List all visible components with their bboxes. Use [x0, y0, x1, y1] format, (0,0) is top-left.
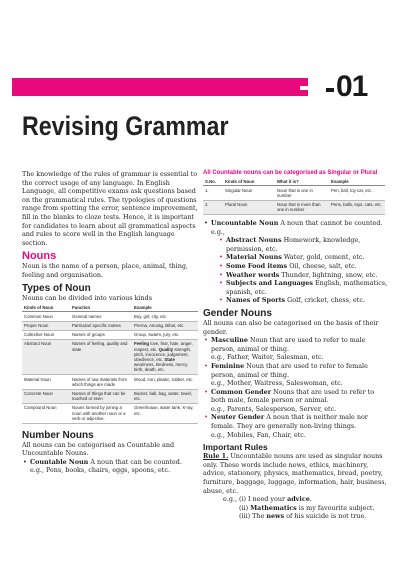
table-cell: Pens, balls, toys, cats, etc.	[329, 200, 385, 214]
gender-example: e.g., Father, Waiter, Salesman, etc.	[211, 353, 324, 362]
table-cell: Wood, iron, plastic, rubber, etc.	[132, 375, 198, 389]
table-cell: Noun that is more than one in number	[275, 200, 329, 214]
gender-text: Noun that are used to refer to female person, animal or thing.	[211, 361, 368, 379]
list-item-text: Oil, cheese, salt, etc.	[287, 261, 357, 270]
table-cell: Material Noun	[22, 375, 70, 389]
list-item-label: Names of Sports	[226, 296, 286, 305]
header-bar-accent	[326, 88, 334, 92]
list-item	[203, 388, 388, 414]
example-bold: news	[266, 512, 285, 521]
types-of-noun-heading: Types of Noun	[22, 282, 91, 294]
list-item-label: Subjects and Languages	[226, 279, 313, 288]
nouns-heading: Nouns	[22, 250, 57, 263]
table-cell: Abstract Noun	[22, 339, 70, 374]
table-cell: Particular/ specific names	[70, 321, 132, 330]
example-text: e.g., (i) I need your	[223, 495, 288, 504]
table-cell: Concrete Noun	[22, 389, 70, 403]
rule-example-3	[203, 512, 388, 521]
table-row	[203, 186, 385, 200]
gender-intro: All nouns can also be categorised on the basis of their gender.	[203, 318, 379, 336]
table-cell: Plural Noun	[223, 200, 275, 214]
table-cell: Bucket, ball, bag, water, towel, etc.	[132, 389, 198, 403]
countable-noun-item	[22, 458, 198, 475]
table-cell: Common Noun	[22, 312, 70, 321]
list-item	[203, 362, 388, 388]
table-cell: Boy, girl, city, etc	[132, 312, 198, 321]
gender-label: Masculine	[211, 336, 248, 345]
types-intro: Nouns can be divided into various kinds	[22, 293, 153, 302]
quality-label: Quality	[158, 346, 174, 352]
state-label: State	[164, 357, 175, 363]
list-item	[219, 262, 388, 271]
table-header: S.No.	[203, 178, 223, 186]
countable-table-caption: All Countable nouns can be categorised as Singular or Plural	[203, 170, 378, 176]
table-header: Kinds of Noun	[22, 304, 70, 312]
gender-nouns-heading: Gender Nouns	[203, 307, 272, 319]
list-item-text: Water, gold, cement, etc.	[281, 253, 365, 262]
gender-label: Common Gender	[211, 387, 272, 396]
table-row	[203, 200, 385, 214]
right-column	[203, 170, 388, 521]
list-item-label: Material Nouns	[226, 253, 282, 262]
feeling-label: Feeling	[134, 341, 150, 347]
table-row	[22, 330, 198, 339]
gender-label: Neuter Gender	[211, 413, 265, 422]
gender-text: Noun that are used to refer to male person, animal or thing.	[211, 336, 366, 353]
table-cell: Pen, ball, toy cat, etc.	[329, 186, 385, 200]
table-header: What it is?	[275, 178, 329, 186]
countable-noun-text: A noun that can be counted.	[88, 457, 182, 466]
table-row	[22, 389, 198, 403]
table-cell: Group, swarm, jury, etc.	[132, 330, 198, 339]
list-item-text: Homework, knowledge, permission, etc.	[226, 236, 361, 253]
noun-definition: Noun is the name of a person, place, animal, thing, feeling and organisation.	[22, 262, 188, 279]
table-header: Function	[70, 304, 132, 312]
table-row	[22, 339, 198, 374]
rule-label: Rule 1.	[203, 452, 229, 461]
list-item-text: Golf, cricket, chess, etc.	[285, 296, 365, 305]
list-item-text: English, mathematics, spanish, etc.	[226, 279, 388, 296]
list-item-label: Some Food items	[226, 261, 288, 270]
noun-types-table	[22, 304, 198, 423]
list-item-label: Weather words	[226, 270, 280, 279]
chapter-number: 01	[336, 70, 368, 103]
uncountable-noun-label: Uncountable Noun	[211, 219, 279, 228]
table-cell: Compound Noun	[22, 403, 70, 423]
table-cell: 1.	[203, 186, 223, 200]
gender-example: e.g., Mobiles, Fan, Chair, etc.	[211, 430, 306, 439]
list-item	[203, 413, 388, 439]
rule-block	[203, 452, 388, 521]
table-row	[22, 375, 198, 389]
list-item	[203, 336, 388, 362]
header-bar-notch	[300, 86, 326, 90]
list-item	[219, 271, 388, 280]
table-cell: Names of things that can be touched or seen	[70, 389, 132, 403]
countable-noun-example: e.g., Pens, books, chairs, eggs, spoons, etc.	[30, 466, 170, 475]
table-cell: General names	[70, 312, 132, 321]
list-item	[219, 236, 388, 253]
chapter-title: Revising Grammar	[22, 111, 229, 141]
example-text: (ii)	[239, 503, 251, 512]
number-nouns-intro: All nouns can be categorised as Countable and Uncountable Nouns.	[22, 440, 175, 458]
list-item	[219, 296, 388, 305]
table-cell: Collective Noun	[22, 330, 70, 339]
table-cell: Names of raw materials from which things are made	[70, 375, 132, 389]
example-text: of his suicide is not true.	[284, 512, 367, 521]
example-bold: Mathematics	[250, 503, 297, 512]
example-text: .	[309, 495, 312, 504]
list-item-label: Abstract Nouns	[226, 236, 282, 245]
example-text: is my favourite subject.	[296, 503, 375, 512]
table-cell: Nouns formed by joining a noun with another noun or a verb or adjective.	[70, 403, 132, 423]
countable-noun-label: Countable Noun	[30, 457, 89, 466]
table-cell: Names of feeling, quality and state	[70, 339, 132, 374]
example-text: (iii) The	[239, 512, 267, 521]
uncountable-noun-item	[203, 219, 388, 305]
number-nouns-heading: Number Nouns	[22, 429, 94, 441]
gender-label: Feminine	[211, 361, 245, 370]
table-header-row	[22, 304, 198, 312]
table-cell: Names of groups	[70, 330, 132, 339]
table-cell: Noun that is one in number	[275, 186, 329, 200]
singular-plural-table	[203, 178, 385, 215]
gender-example: e.g., Mother, Waitress, Saleswoman, etc.	[211, 379, 343, 388]
rule-example-1	[203, 495, 388, 504]
quality-text: strength, pitch, innocence, judgement, obedience, etc.	[134, 346, 192, 363]
intro-paragraph: The knowledge of the rules of grammar is essential to the correct usage of any language. In English Language, all competitive exams ask questions based on the grammatical rules. The typologies of questions range from spotting the error, sentence improvement, fill in the blanks to cloze tests. Hence, it is important for candidates to learn about all grammatical aspects and rules to score well in the English language section.	[22, 170, 198, 247]
table-cell: 2.	[203, 200, 223, 214]
list-item	[219, 279, 388, 296]
example-bold: advice	[287, 495, 310, 504]
table-header-row	[203, 178, 385, 186]
rule-example-2	[203, 504, 388, 513]
rule-text: Uncountable nouns are used as singular nouns only. These words include news, ethics, machinery, advice, stationery, physics, mathematics, bread, poetry, furniture, baggage, luggage, information, hair, business, abuse, etc.	[203, 452, 387, 495]
rule-1	[203, 452, 388, 495]
abstract-examples-cell	[132, 339, 198, 374]
table-header: Kinds of Noun	[223, 178, 275, 186]
list-item	[219, 253, 388, 262]
table-row	[22, 321, 198, 330]
table-cell: Proper Noun	[22, 321, 70, 330]
gender-text: Nouns that are used to refer to both male, female person or animal.	[211, 387, 375, 405]
list-item-text: Thunder, lightning, snow, etc.	[279, 270, 378, 279]
table-header: Example	[132, 304, 198, 312]
uncountable-noun-text: A noun that cannot be counted.	[278, 219, 383, 228]
gender-text: A noun that is neither male nor female. They are generally non-living things.	[211, 413, 368, 431]
table-cell: Greenhouse, water tank, X-ray, etc.	[132, 403, 198, 423]
table-cell: Prerna, Anurag, Bihar, etc.	[132, 321, 198, 330]
chapter-header-bar	[12, 78, 308, 96]
gender-example: e.g., Parents, Salesperson, Server, etc.	[211, 404, 337, 413]
table-header: Example	[329, 178, 385, 186]
table-row	[22, 312, 198, 321]
state-text: weariness, tiredness, mercy, birth, death, etc.	[134, 362, 189, 373]
important-rules-heading: Important Rules	[203, 442, 268, 453]
table-cell: Singular Noun	[223, 186, 275, 200]
left-column	[22, 170, 198, 475]
feeling-text: love, fear, hate, anger, respect, etc.	[134, 341, 193, 352]
uncountable-eg: e.g.,	[211, 227, 225, 236]
table-row	[22, 403, 198, 423]
